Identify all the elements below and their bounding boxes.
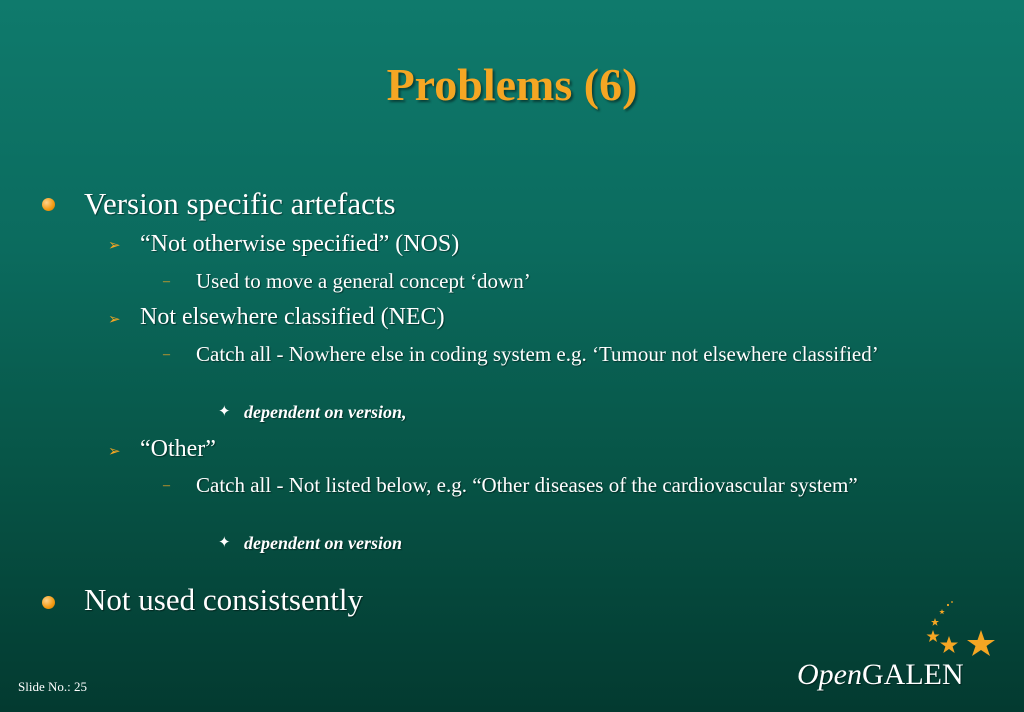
bullet-dot — [42, 596, 55, 609]
bullet-dot — [42, 198, 55, 211]
cross-bullet-icon: ✦ — [218, 533, 231, 551]
stars-logo-icon — [915, 600, 1005, 666]
bullet-item: Not used consistsently — [84, 582, 363, 617]
bullet-item: “Other” — [140, 436, 216, 462]
bullet-item: Used to move a general concept ‘down’ — [196, 269, 531, 293]
dash-bullet-icon: – — [163, 347, 170, 362]
bullet-item: Version specific artefacts — [84, 186, 396, 221]
logo-galen-text: GALEN — [861, 658, 964, 691]
bullet-item: Catch all - Nowhere else in coding system e.g. ‘Tumour not elsewhere classified’ — [196, 342, 879, 366]
slide-number: Slide No.: 25 — [18, 679, 87, 694]
chevron-bullet-icon: ➢ — [108, 310, 121, 328]
logo-open-text: Open — [797, 658, 862, 691]
bullet-item: “Not otherwise specified” (NOS) — [140, 231, 460, 257]
cross-bullet-icon: ✦ — [218, 402, 231, 420]
dash-bullet-icon: – — [163, 274, 170, 289]
slide-title: Problems (6) — [386, 59, 638, 110]
bullet-item: dependent on version — [244, 533, 403, 553]
bullet-item: Not elsewhere classified (NEC) — [140, 304, 445, 330]
chevron-bullet-icon: ➢ — [108, 442, 121, 460]
bullet-item: dependent on version, — [244, 402, 407, 422]
chevron-bullet-icon: ➢ — [108, 236, 121, 254]
opengalen-logo — [797, 658, 964, 692]
bullet-item: Catch all - Not listed below, e.g. “Other diseases of the cardiovascular system” — [196, 473, 858, 497]
dash-bullet-icon: – — [163, 478, 170, 493]
